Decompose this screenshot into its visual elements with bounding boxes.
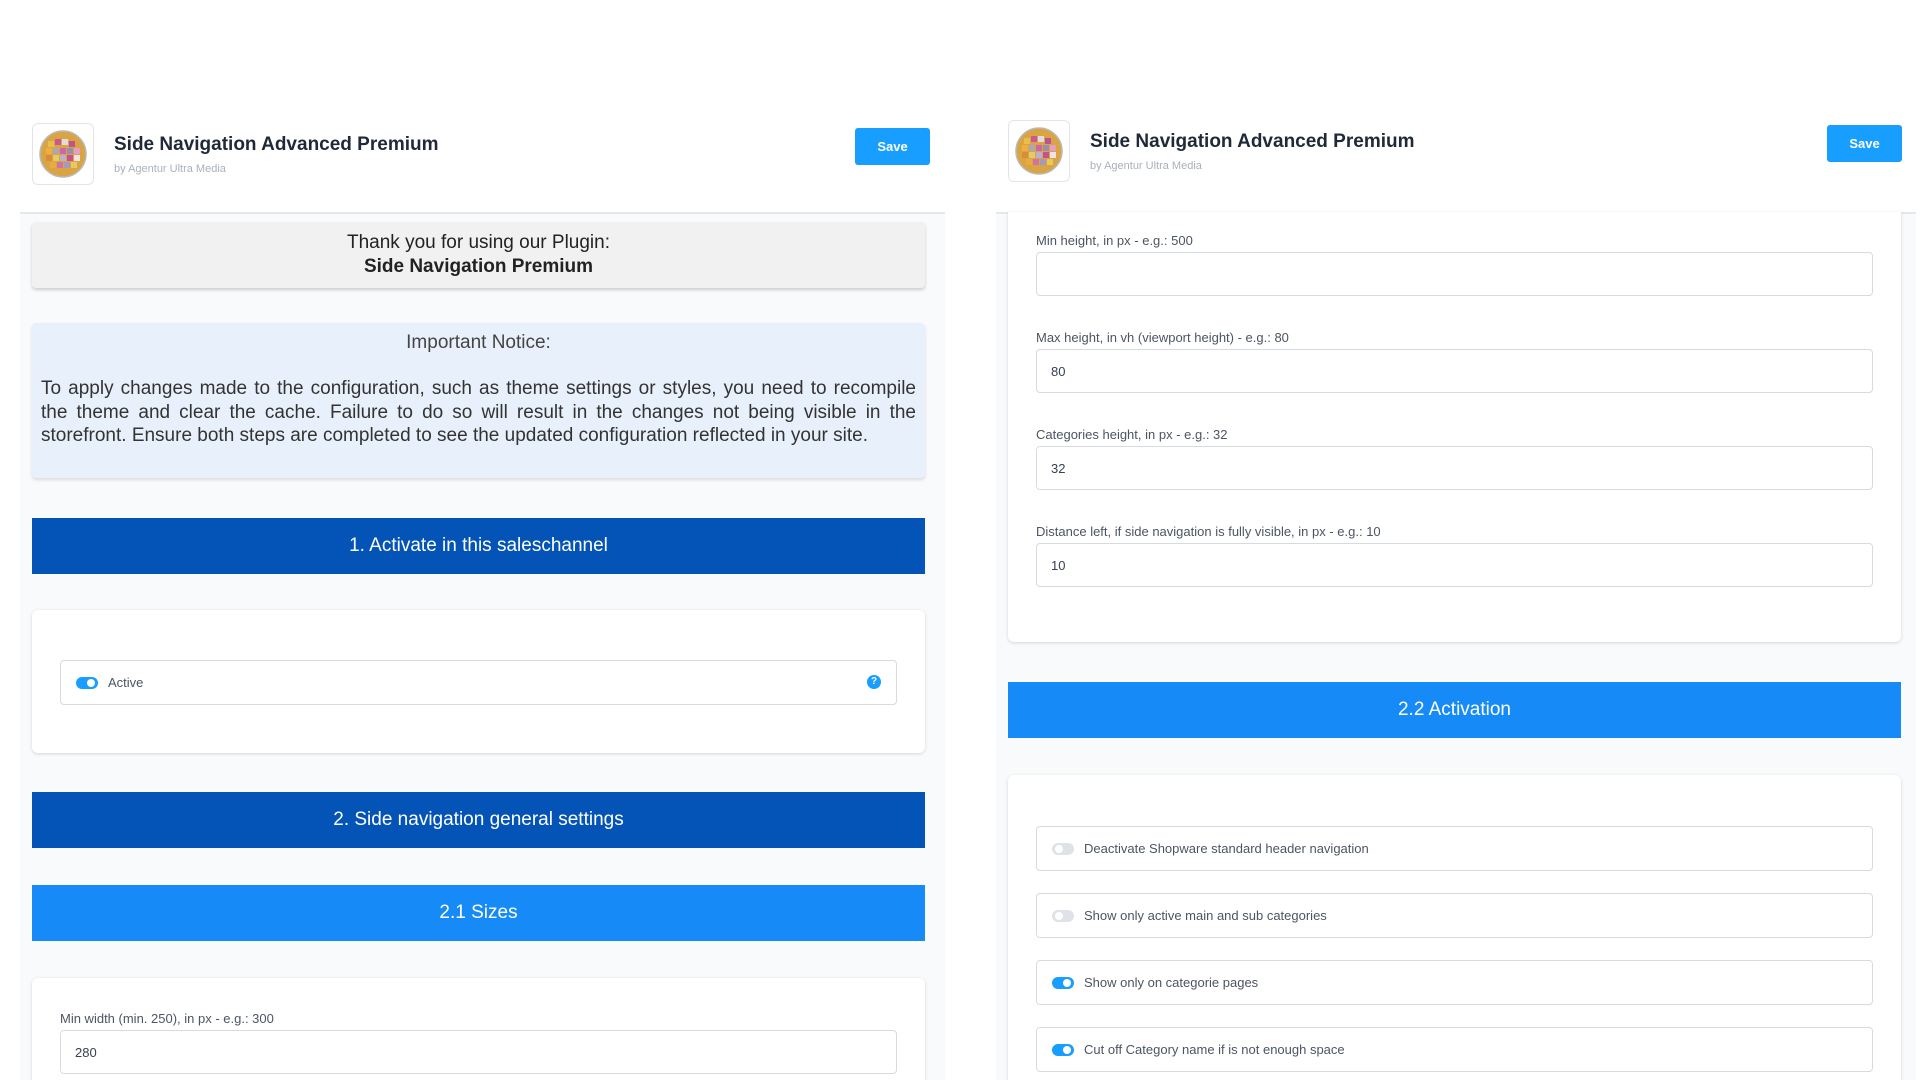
cut-off-name-toggle[interactable]: [1052, 1044, 1074, 1056]
switch-label: Cut off Category name if is not enough space: [1084, 1042, 1345, 1057]
max-height-label: Max height, in vh (viewport height) - e.g.: 80: [1036, 330, 1289, 345]
switch-label: Deactivate Shopware standard header navigation: [1084, 841, 1369, 856]
plugin-header: [996, 108, 1916, 214]
switch-label: Show only active main and sub categories: [1084, 908, 1327, 923]
plugin-header: [20, 108, 945, 214]
plugin-logo: [1008, 120, 1070, 182]
active-toggle[interactable]: [76, 677, 98, 689]
min-width-label: Min width (min. 250), in px - e.g.: 300: [60, 1011, 274, 1026]
distance-left-label: Distance left, if side navigation is fully visible, in px - e.g.: 10: [1036, 524, 1381, 539]
section-sizes-header: 2.1 Sizes: [32, 885, 925, 941]
plugin-logo: [32, 123, 94, 185]
plugin-vendor: by Agentur Ultra Media: [114, 163, 226, 175]
category-pages-only-toggle[interactable]: [1052, 977, 1074, 989]
sizes-card: [32, 978, 925, 1080]
deactivate-header-nav-toggle[interactable]: [1052, 843, 1074, 855]
activation-card: [1008, 775, 1901, 1080]
distance-left-input[interactable]: 10: [1036, 543, 1873, 587]
section-general-settings-header: 2. Side navigation general settings: [32, 792, 925, 848]
sizes-card-continued: [1008, 212, 1901, 642]
active-label: Active: [108, 675, 144, 690]
switch-row-deactivate-header-nav[interactable]: [1036, 826, 1873, 871]
active-switch-row[interactable]: [60, 660, 897, 705]
switch-label: Show only on categorie pages: [1084, 975, 1259, 990]
section-activation-header: 2.2 Activation: [1008, 682, 1901, 738]
help-icon[interactable]: ?: [867, 675, 881, 689]
notice-title: Important Notice:: [406, 332, 551, 353]
important-notice: [32, 323, 925, 478]
categories-height-input[interactable]: 32: [1036, 446, 1873, 490]
thanks-banner: [32, 222, 925, 288]
thanks-text: Thank you for using our Plugin:: [347, 232, 610, 253]
plugin-title: Side Navigation Advanced Premium: [1090, 131, 1415, 152]
categories-height-label: Categories height, in px - e.g.: 32: [1036, 427, 1228, 442]
active-categories-only-toggle[interactable]: [1052, 910, 1074, 922]
min-height-label: Min height, in px - e.g.: 500: [1036, 233, 1193, 248]
switch-row-cut-off-name[interactable]: [1036, 1027, 1873, 1072]
disco-ball-logo-icon: [1014, 126, 1064, 176]
section-activate-header: 1. Activate in this saleschannel: [32, 518, 925, 574]
switch-row-active-categories-only[interactable]: [1036, 893, 1873, 938]
save-button[interactable]: Save: [855, 128, 930, 165]
left-config-panel: [20, 108, 945, 1080]
min-width-input[interactable]: 280: [60, 1030, 897, 1074]
right-config-panel: [996, 108, 1916, 1080]
save-button[interactable]: Save: [1827, 125, 1902, 162]
activate-card: [32, 610, 925, 753]
plugin-vendor: by Agentur Ultra Media: [1090, 160, 1202, 172]
notice-body: To apply changes made to the configuration, such as theme settings or styles, you need to recompile the theme and clear the cache. Failure to do so will result in the changes not being visible in the storefront. Ensure both steps are completed to see the updated configuration reflected in your site.: [41, 378, 916, 446]
plugin-title: Side Navigation Advanced Premium: [114, 134, 439, 155]
plugin-name-text: Side Navigation Premium: [363, 256, 594, 277]
min-height-input[interactable]: [1036, 252, 1873, 296]
switch-row-category-pages-only[interactable]: [1036, 960, 1873, 1005]
disco-ball-logo-icon: [38, 129, 88, 179]
max-height-input[interactable]: 80: [1036, 349, 1873, 393]
